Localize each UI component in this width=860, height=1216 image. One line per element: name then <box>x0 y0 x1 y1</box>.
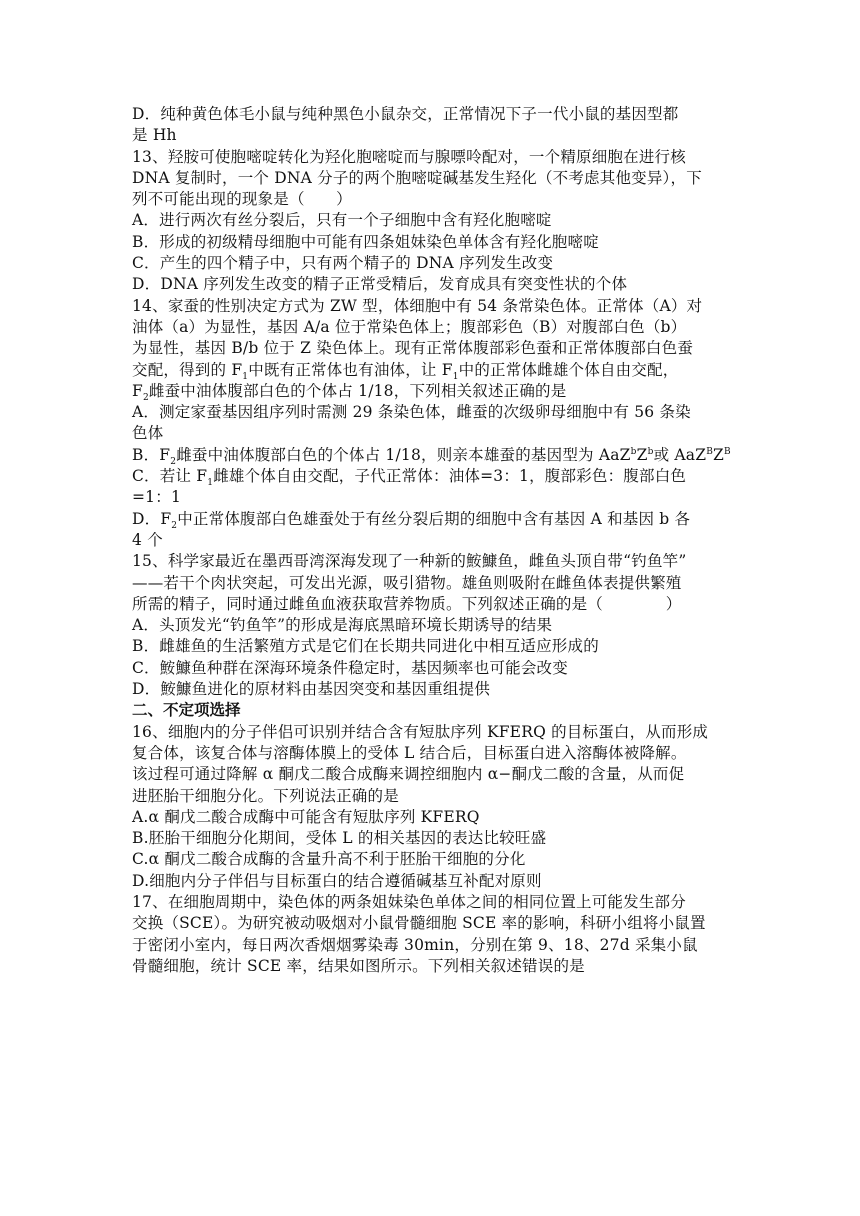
q13-option-a: A．进行两次有丝分裂后，只有一个子细胞中含有羟化胞嘧啶 <box>132 211 552 230</box>
q15-option-a: A．头顶发光“钓鱼竿”的形成是海底黑暗环境长期诱导的结果 <box>132 616 553 635</box>
q14-option-a-line2: 色体 <box>132 424 164 443</box>
q17-stem-line2: 交换（SCE）。为研究被动吸烟对小鼠骨髓细胞 SCE 率的影响，科研小组将小鼠置 <box>132 914 706 933</box>
q17-stem-line3: 于密闭小室内，每日两次香烟烟雾染毒 30min，分别在第 9、18、27d 采集小鼠 <box>132 935 698 954</box>
q16-stem-line2: 复合体，该复合体与溶酶体膜上的受体 L 结合后，目标蛋白进入溶酶体被降解。 <box>132 743 687 762</box>
q14-option-a-line1: A．测定家蚕基因组序列时需测 29 条染色体，雌蚕的次级卵母细胞中有 56 条染 <box>132 403 691 422</box>
q14-stem-line4: 交配，得到的 $F_1$中既有正常体也有油体，让 $F_1$中的正常体雌雄个体自由交配， <box>132 360 679 382</box>
q14-stem-line2: 油体（a）为显性，基因 A/a 位于常染色体上；腹部彩色（B）对腹部白色（b） <box>132 317 687 336</box>
q13-option-d: D．DNA 序列发生改变的精子正常受精后，发育成具有突变性状的个体 <box>132 275 628 294</box>
q16-option-c: C.α 酮戊二酸合成酶的含量升高不利于胚胎干细胞的分化 <box>132 850 526 869</box>
q14-stem-line3: 为显性，基因 B/b 位于 Z 染色体上。现有正常体腹部彩色蚕和正常体腹部白色蚕 <box>132 339 694 358</box>
q15-stem-line3: 所需的精子，同时通过雌鱼血液获取营养物质。下列叙述正确的是（ ） <box>132 594 682 613</box>
q16-option-b: B.胚胎干细胞分化期间，受体 L 的相关基因的表达比较旺盛 <box>132 829 547 848</box>
q13-option-b: B．形成的初级精母细胞中可能有四条姐妹染色单体含有羟化胞嘧啶 <box>132 232 599 251</box>
q13-option-c: C．产生的四个精子中，只有两个精子的 DNA 序列发生改变 <box>132 254 554 273</box>
q15-stem-line1: 15、科学家最近在墨西哥湾深海发现了一种新的鮟鱇鱼，雌鱼头顶自带“钓鱼竿” <box>132 552 687 571</box>
q17-stem-line1: 17、在细胞周期中，染色体的两条姐妹染色单体之间的相同位置上可能发生部分 <box>132 892 686 911</box>
q16-stem-line4: 进胚胎干细胞分化。下列说法正确的是 <box>132 786 399 805</box>
section-title: 二、不定项选择 <box>132 701 241 720</box>
q15-option-c: C．鮟鱇鱼种群在深海环境条件稳定时，基因频率也可能会改变 <box>132 658 568 677</box>
q14-option-d-line1: D．$F_2$中正常体腹部白色雄蚕处于有丝分裂后期的细胞中含有基因 A 和基因 b 各 <box>132 509 691 531</box>
q16-option-a: A.α 酮戊二酸合成酶中可能含有短肽序列 KFERQ <box>132 807 480 826</box>
q16-option-d: D.细胞内分子伴侣与目标蛋白的结合遵循碱基互补配对原则 <box>132 871 542 890</box>
q14-option-b: B．$F_2$雌蚕中油体腹部白色的个体占 1/18，则亲本雄蚕的基因型为 $AaZ^bZ^b$或 $AaZ^BZ^B$ <box>132 445 731 467</box>
q15-option-d: D．鮟鱇鱼进化的原材料由基因突变和基因重组提供 <box>132 680 491 699</box>
q17-stem-line4: 骨髓细胞，统计 SCE 率，结果如图所示。下列相关叙述错误的是 <box>132 956 585 975</box>
q13-stem-line1: 13、羟胺可使胞嘧啶转化为羟化胞嘧啶而与腺嘌呤配对，一个精原细胞在进行核 <box>132 147 686 166</box>
q16-stem-line3: 该过程可通过降解 α 酮戊二酸合成酶来调控细胞内 α−酮戊二酸的含量，从而促 <box>132 765 685 784</box>
q15-option-b: B．雌雄鱼的生活繁殖方式是它们在长期共同进化中相互适应形成的 <box>132 637 599 656</box>
q14-option-c-line2: =1：1 <box>132 488 182 507</box>
q14-stem-line5: $F_2$雌蚕中油体腹部白色的个体占 1/18，下列相关叙述正确的是 <box>132 381 567 403</box>
q14-option-c-line1: C．若让 $F_1$雌雄个体自由交配，子代正常体：油体=3：1，腹部彩色：腹部白色 <box>132 467 687 489</box>
q13-stem-line3: 列不可能出现的现象是（ ） <box>132 190 352 209</box>
q15-stem-line2: ——若干个肉状突起，可发出光源，吸引猎物。雄鱼则吸附在雌鱼体表提供繁殖 <box>132 573 682 592</box>
q12-option-d-line1: D．纯种黄色体毛小鼠与纯种黑色小鼠杂交，正常情况下子一代小鼠的基因型都 <box>132 105 679 123</box>
q12-option-d-line2: 是 Hh <box>132 126 177 145</box>
q13-stem-line2: DNA 复制时，一个 DNA 分子的两个胞嘧啶碱基发生羟化（不考虑其他变异），下 <box>132 168 702 187</box>
q14-option-d-line2: 4 个 <box>132 530 163 549</box>
q14-stem-line1: 14、家蚕的性别决定方式为 ZW 型，体细胞中有 54 条常染色体。正常体（A）对 <box>132 296 703 315</box>
q16-stem-line1: 16、细胞内的分子伴侣可识别并结合含有短肽序列 KFERQ 的目标蛋白，从而形成 <box>132 722 709 741</box>
